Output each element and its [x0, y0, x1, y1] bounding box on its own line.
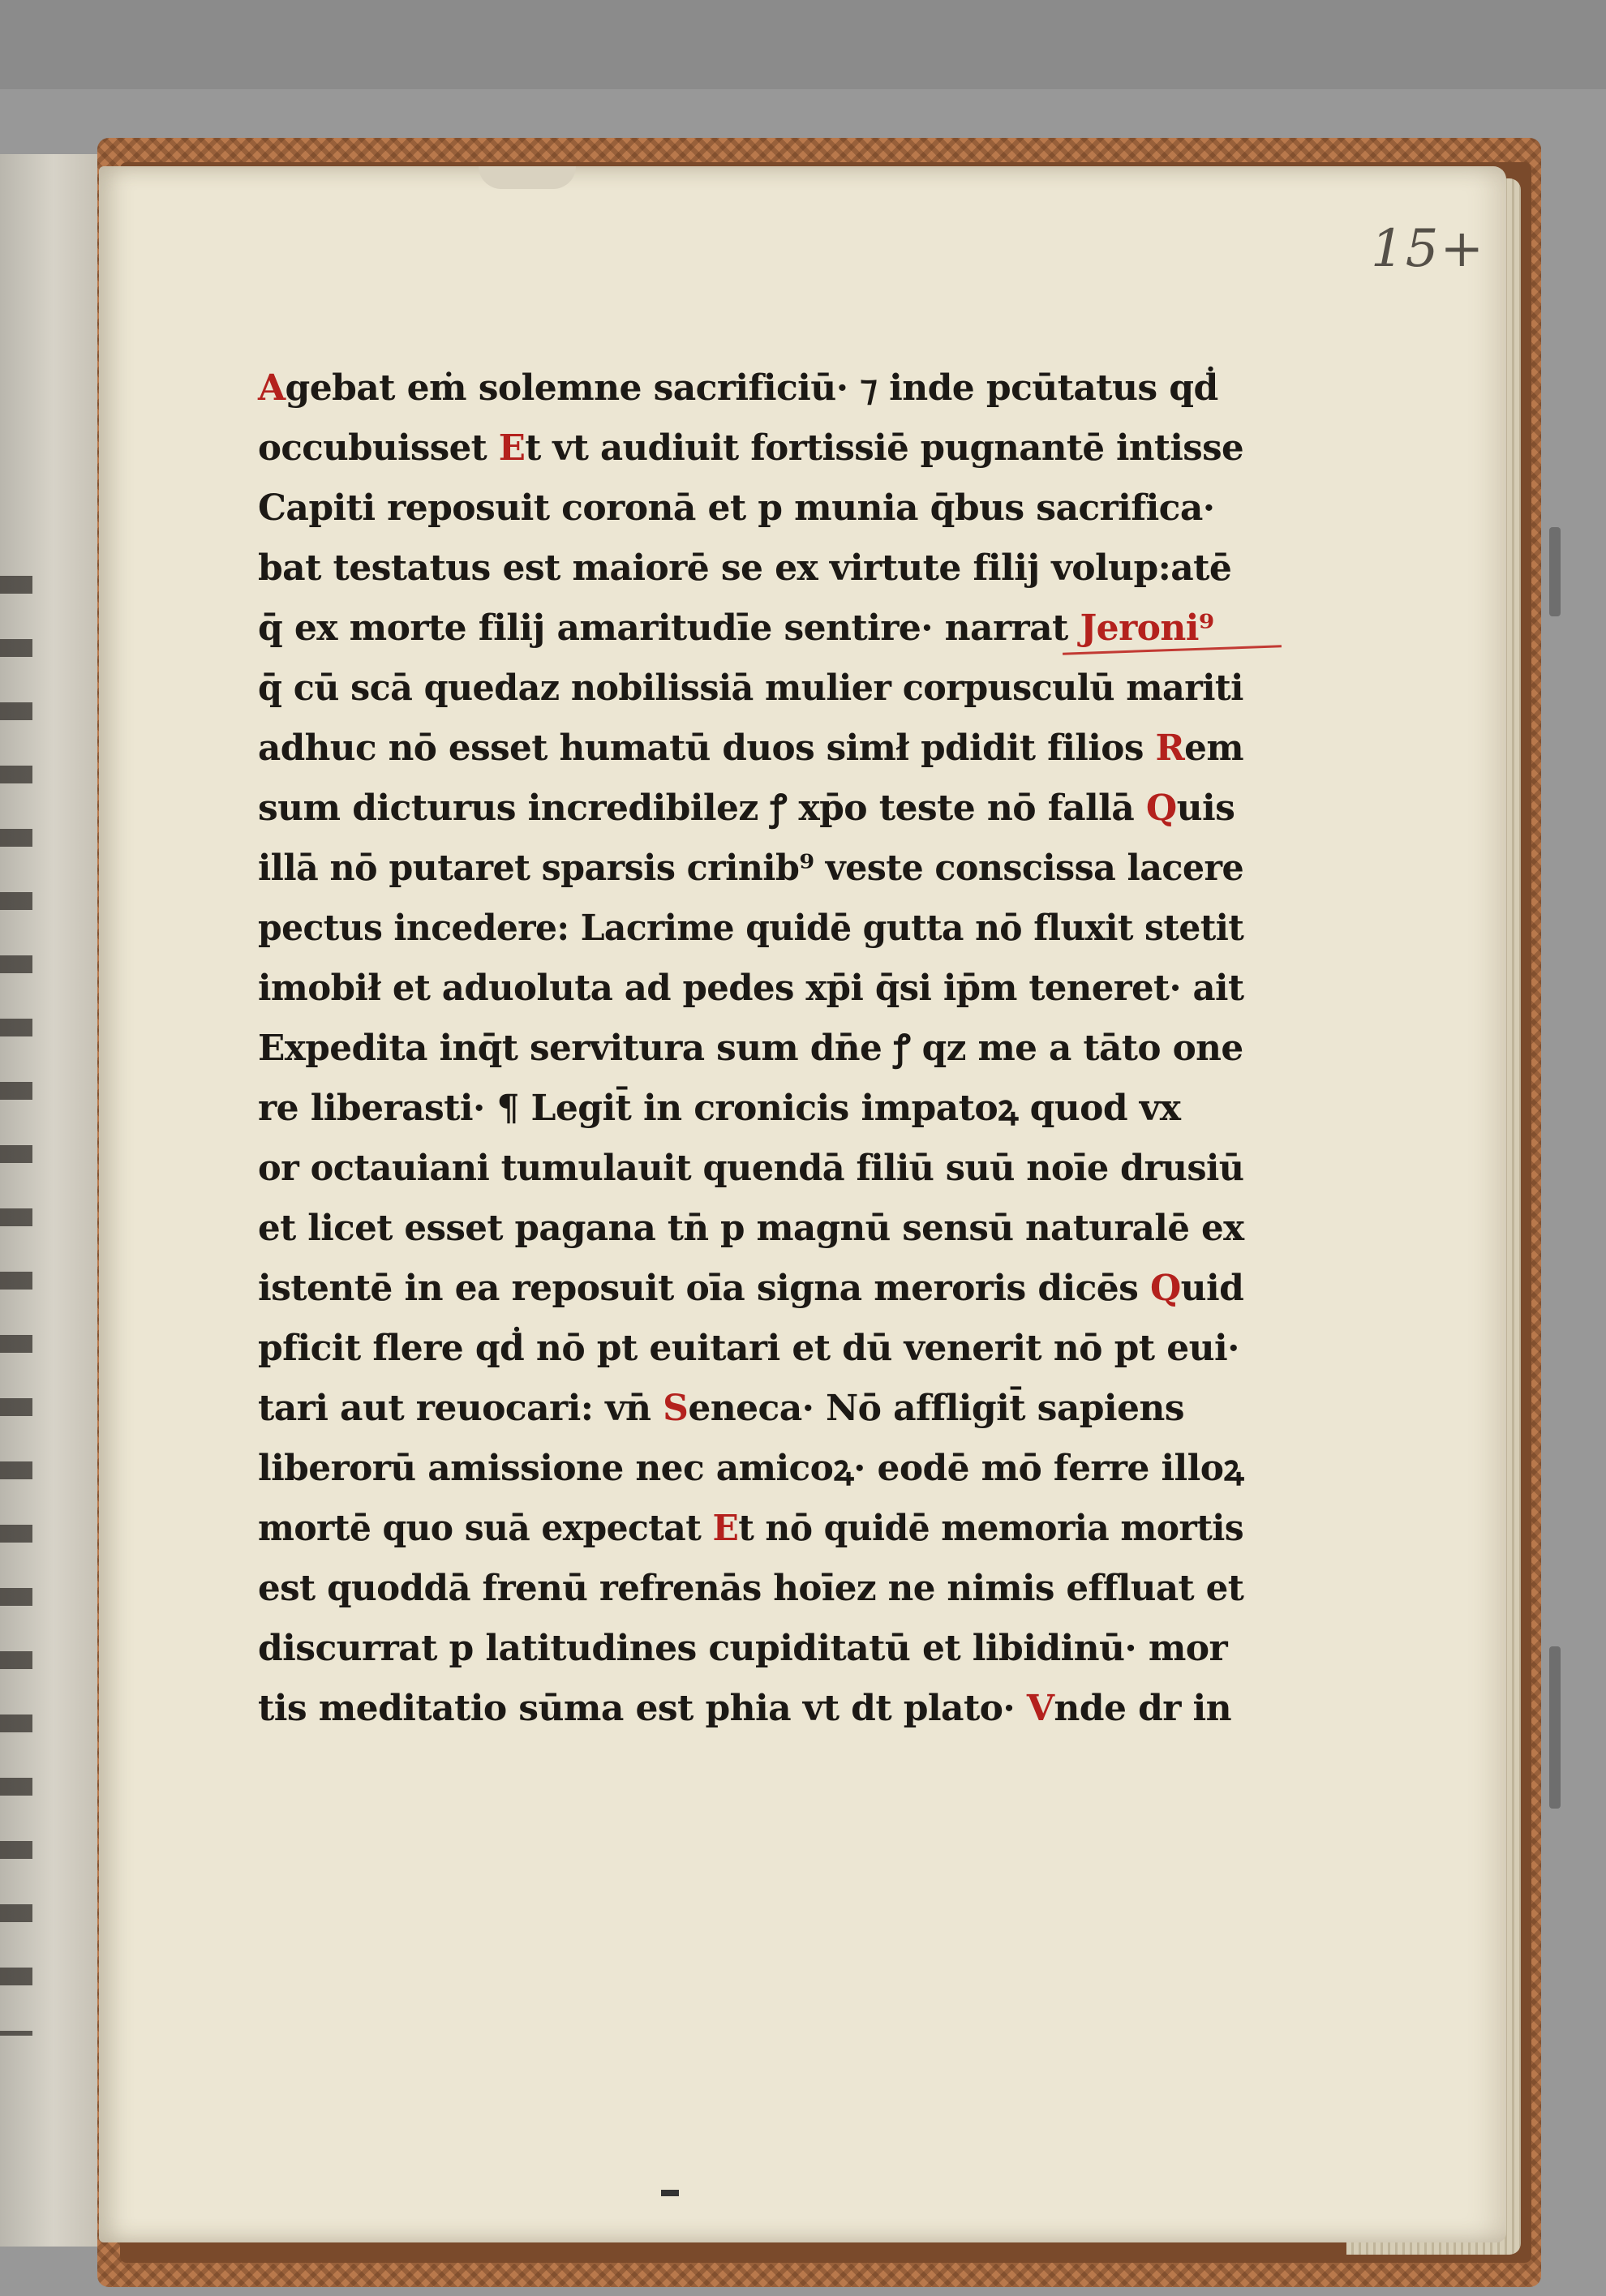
top-band: [0, 0, 1606, 89]
text-line: adhuc nō esset humatū duos simł pdidit filios Rem: [258, 727, 1243, 769]
text-line: occubuisset Et vt audiuit fortissiē pugnantē intisse: [258, 427, 1244, 469]
text-line: or octauiani tumulauit quendā filiū suū noīe drusiū: [258, 1148, 1244, 1189]
previous-page-edge: [0, 154, 97, 2247]
text-line: et licet esset pagana tn̄ p magnū sensū naturalē ex: [258, 1208, 1244, 1249]
text-line: q̄ ex morte filij amaritudīe sentire· narrat Jeroni⁹: [258, 607, 1214, 649]
text-line: bat testatus est maiorē se ex virtute filij volup:atē: [258, 547, 1232, 589]
previous-page-text-fragments: [0, 576, 32, 2036]
text-line: pficit flere qḋ nō pt euitari et dū venerit nō pt eui·: [258, 1328, 1239, 1369]
text-line: Agebat eṁ solemne sacrificiū· ⁊ inde pcūtatus qḋ: [258, 367, 1218, 409]
text-line: istentē in ea reposuit oīa signa meroris dicēs Quid: [258, 1268, 1244, 1309]
page-clip-lower: [1549, 1646, 1561, 1809]
text-line: q̄ cū scā quedaz nobilissiā mulier corpusculū mariti: [258, 667, 1243, 709]
text-line: imobił et aduoluta ad pedes xp̄i q̄si ip̄m teneret· ait: [258, 968, 1244, 1009]
page-clip-upper: [1549, 527, 1561, 616]
bottom-ink-mark: [661, 2190, 679, 2196]
text-line: discurrat p latitudines cupiditatū et libidinū· mor: [258, 1628, 1228, 1669]
text-line: pectus incedere: Lacrime quidē gutta nō fluxit stetit: [258, 908, 1244, 949]
text-line: re liberasti· ¶ Legit̄ in cronicis impatoꝝ quod vx: [258, 1088, 1181, 1129]
page-tear: [479, 166, 576, 189]
text-line: est quoddā frenū refrenās hoīez ne nimis effluat et: [258, 1568, 1244, 1609]
text-line: illā nō putaret sparsis crinib⁹ veste conscissa lacere: [258, 848, 1244, 889]
text-line: tari aut reuocari: vn̄ Seneca· Nō affligit̄ sapiens: [258, 1388, 1184, 1429]
text-line: sum dicturus incredibilez ꝭ xp̄o teste nō fallā Quis: [258, 788, 1235, 829]
text-line: liberorū amissione nec amicoꝝ· eodē mō ferre illoꝝ: [258, 1448, 1244, 1489]
text-line: mortē quo suā expectat Et nō quidē memoria mortis: [258, 1508, 1244, 1549]
text-line: Capiti reposuit coronā et p munia q̄bus sacrifica·: [258, 487, 1215, 529]
text-line: tis meditatio sūma est phia vt dt plato· Vnde dr in: [258, 1688, 1232, 1729]
text-line: Expedita inq̄t servitura sum dn̄e ꝭ qz me a tāto one: [258, 1028, 1243, 1069]
folio-number: 15+: [1371, 219, 1486, 279]
text-block: [258, 358, 1243, 1739]
